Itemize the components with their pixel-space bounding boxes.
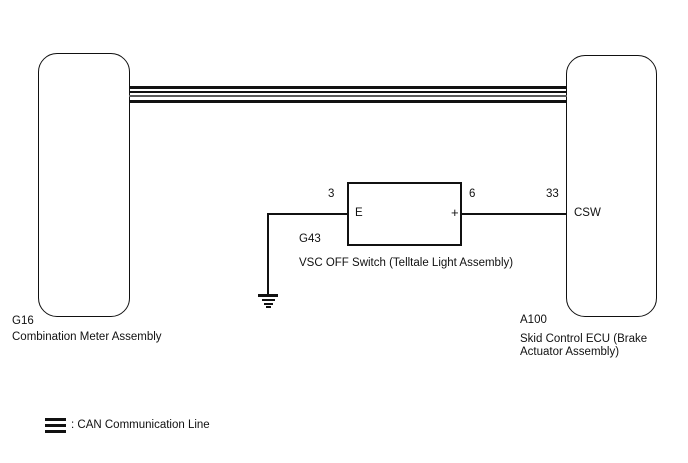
connector-code-a100: A100 [520, 314, 547, 326]
can-legend-icon [45, 418, 66, 433]
can-legend-label: : CAN Communication Line [71, 419, 210, 431]
terminal-label-plus: + [451, 205, 459, 220]
component-box-combination-meter [38, 53, 130, 317]
pin-number-3: 3 [328, 188, 335, 200]
pin-number-33: 33 [546, 188, 559, 200]
wire-switch-to-ground [267, 213, 348, 215]
can-communication-line [129, 86, 567, 103]
connector-code-g43: G43 [299, 233, 321, 245]
component-box-skid-control-ecu [566, 55, 657, 317]
ecu-name-line2: Actuator Assembly) [520, 346, 620, 358]
wire-switch-to-ecu [461, 213, 566, 215]
pin-number-6: 6 [469, 188, 476, 200]
wire-ground-riser [267, 213, 269, 295]
ecu-name-line1: Skid Control ECU (Brake [520, 333, 648, 345]
terminal-label-csw: CSW [574, 207, 601, 219]
ecu-name-label [520, 333, 647, 359]
terminal-label-e: E [355, 207, 363, 219]
meter-name-label: Combination Meter Assembly [12, 331, 162, 343]
switch-name-label: VSC OFF Switch (Telltale Light Assembly) [299, 257, 514, 269]
connector-code-g16: G16 [12, 315, 34, 327]
vsc-off-switch-box [347, 182, 462, 246]
